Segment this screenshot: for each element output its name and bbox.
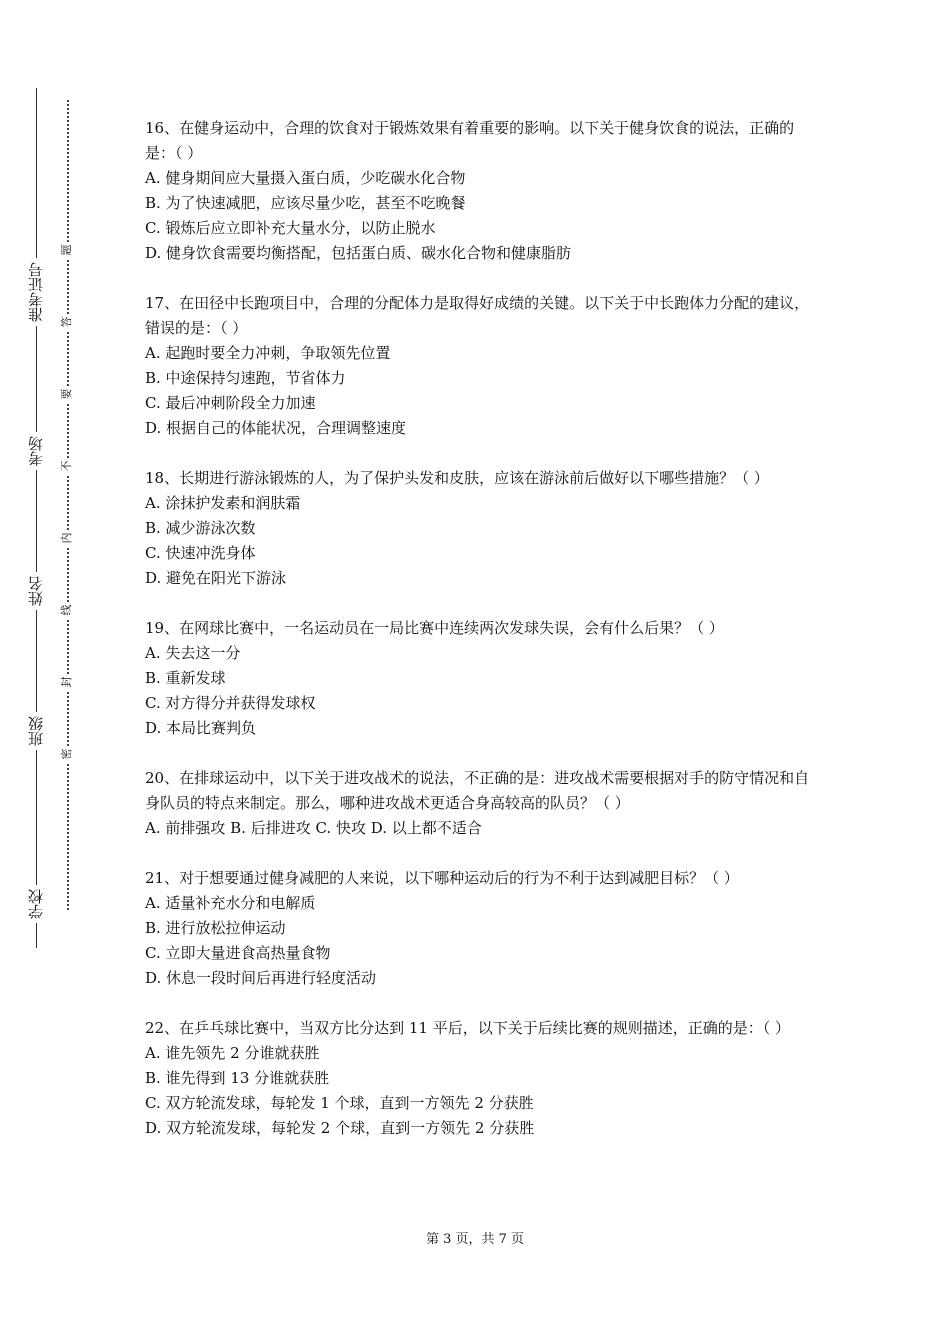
option-c: C. 双方轮流发球，每轮发 1 个球，直到一方领先 2 分获胜 — [145, 1094, 534, 1112]
option-d: D. 根据自己的体能状况，合理调整速度 — [145, 419, 407, 437]
question-stem: 18、长期进行游泳锻炼的人，为了保护头发和皮肤，应该在游泳前后做好以下哪些措施？（ ） — [145, 469, 769, 487]
option-c: C. 锻炼后应立即补充大量水分，以防止脱水 — [145, 219, 436, 237]
option-b: B. 进行放松拉伸运动 — [145, 919, 286, 937]
question-stem: 16、在健身运动中，合理的饮食对于锻炼效果有着重要的影响。以下关于健身饮食的说法，正确的是：（ ） — [145, 119, 795, 162]
question-stem: 17、在田径中长跑项目中，合理的分配体力是取得好成绩的关键。以下关于中长跑体力分配的建议，错误的是：（ ） — [145, 294, 810, 337]
question-18 — [145, 466, 813, 591]
option-c: C. 对方得分并获得发球权 — [145, 694, 316, 712]
question-16 — [145, 116, 813, 266]
class-field-label: 班级 — [24, 712, 48, 750]
option-a: A. 涂抹护发素和润肤霜 — [145, 494, 301, 512]
seal-char: 密 — [59, 746, 75, 762]
option-b: B. 中途保持匀速跑，节省体力 — [145, 369, 346, 387]
option-a: A. 适量补充水分和电解质 — [145, 894, 316, 912]
option-b: B. 重新发球 — [145, 669, 226, 687]
option-c: C. 快速冲洗身体 — [145, 544, 256, 562]
binding-margin — [0, 0, 110, 1344]
question-stem: 22、在乒乓球比赛中，当双方比分达到 11 平后，以下关于后续比赛的规则描述，正确的是：（ ） — [145, 1019, 790, 1037]
school-field-label: 学校 — [24, 885, 48, 923]
option-d: D. 双方轮流发球，每轮发 2 个球，直到一方领先 2 分获胜 — [145, 1119, 535, 1137]
question-22 — [145, 1016, 813, 1141]
option-c: C. 最后冲刺阶段全力加速 — [145, 394, 316, 412]
option-d: D. 避免在阳光下游泳 — [145, 569, 287, 587]
question-20 — [145, 766, 813, 841]
question-17 — [145, 291, 813, 441]
exam-room-field-label: 考场 — [24, 432, 48, 470]
option-d: D. 本局比赛判负 — [145, 719, 257, 737]
option-a: A. 起跑时要全力冲刺，争取领先位置 — [145, 344, 391, 362]
option-d: D. 休息一段时间后再进行轻度活动 — [145, 969, 377, 987]
page-number: 第 3 页，共 7 页 — [425, 1232, 525, 1247]
option-b: B. 减少游泳次数 — [145, 519, 256, 537]
name-field-label: 姓名 — [24, 572, 48, 610]
admission-number-field-label: 准考证号 — [24, 258, 48, 326]
option-a: A. 健身期间应大量摄入蛋白质，少吃碳水化合物 — [145, 169, 466, 187]
option-b: B. 为了快速减肥，应该尽量少吃，甚至不吃晚餐 — [145, 194, 466, 212]
option-a: A. 失去这一分 — [145, 644, 241, 662]
seal-char: 要 — [59, 386, 75, 402]
option-a: A. 谁先领先 2 分谁就获胜 — [145, 1044, 320, 1062]
question-19 — [145, 616, 813, 741]
option-d: D. 健身饮食需要均衡搭配，包括蛋白质、碳水化合物和健康脂肪 — [145, 244, 572, 262]
seal-char: 答 — [59, 314, 75, 330]
option-c: C. 立即大量进食高热量食物 — [145, 944, 331, 962]
question-stem: 21、对于想要通过健身减肥的人来说，以下哪种运动后的行为不利于达到减肥目标？（ ） — [145, 869, 739, 887]
question-stem: 20、在排球运动中，以下关于进攻战术的说法，不正确的是：进攻战术需要根据对手的防守情况和自身队员的特点来制定。那么，哪种进攻战术更适合身高较高的队员？（ ） — [145, 769, 810, 812]
seal-char: 封 — [59, 674, 75, 690]
seal-char: 不 — [59, 458, 75, 474]
question-list — [145, 116, 813, 1166]
seal-dotted-line — [67, 100, 69, 910]
seal-char: 题 — [59, 242, 75, 258]
options-inline: A. 前排强攻 B. 后排进攻 C. 快攻 D. 以上都不适合 — [145, 819, 482, 837]
seal-char: 线 — [59, 602, 75, 618]
question-21 — [145, 866, 813, 991]
binding-solid-line — [36, 88, 37, 948]
seal-char: 内 — [59, 530, 75, 546]
question-stem: 19、在网球比赛中，一名运动员在一局比赛中连续两次发球失误，会有什么后果？（ ） — [145, 619, 724, 637]
option-b: B. 谁先得到 13 分谁就获胜 — [145, 1069, 330, 1087]
